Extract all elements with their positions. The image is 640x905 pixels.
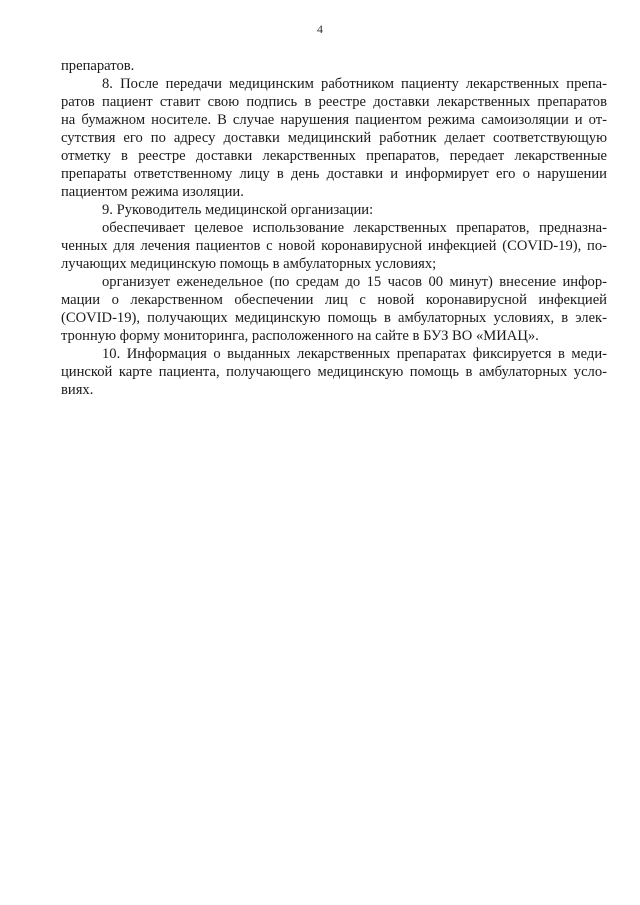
text-line: на бумажном носителе. В случае нарушения пациентом режима самоизоляции и от- <box>61 112 607 128</box>
text-line: препараты ответственному лицу в день доставки и информирует его о нарушении <box>61 166 607 182</box>
text-line: цинской карте пациента, получающего медицинскую помощь в амбулаторных усло- <box>61 364 607 380</box>
page-number: 4 <box>317 22 323 36</box>
text-line: тронную форму мониторинга, расположенного на сайте в БУЗ ВО «МИАЦ». <box>61 328 539 344</box>
text-line: организует еженедельное (по средам до 15 часов 00 минут) внесение инфор- <box>102 274 607 290</box>
text-line: 8. После передачи медицинским работником пациенту лекарственных препа- <box>102 76 607 92</box>
text-line: 10. Информация о выданных лекарственных препаратах фиксируется в меди- <box>102 346 607 362</box>
text-line: виях. <box>61 382 94 398</box>
text-line: сутствия его по адресу доставки медицинский работник делает соответствующую <box>61 130 607 146</box>
text-line: отметку в реестре доставки лекарственных препаратов, передает лекарственные <box>61 148 607 164</box>
text-line: лучающих медицинскую помощь в амбулаторных условиях; <box>61 256 437 272</box>
text-line: 9. Руководитель медицинской организации: <box>102 202 374 218</box>
text-line: ратов пациент ставит свою подпись в реестре доставки лекарственных препаратов <box>61 94 607 110</box>
text-line: мации о лекарственном обеспечении лиц с новой коронавирусной инфекцией <box>61 292 607 308</box>
text-line: пациентом режима изоляции. <box>61 184 244 200</box>
text-line: препаратов. <box>61 58 135 74</box>
text-line: (COVID-19), получающих медицинскую помощь в амбулаторных условиях, в элек- <box>61 310 607 326</box>
text-line: ченных для лечения пациентов с новой коронавирусной инфекцией (COVID-19), по- <box>61 238 607 254</box>
text-line: обеспечивает целевое использование лекарственных препаратов, предназна- <box>102 220 607 236</box>
